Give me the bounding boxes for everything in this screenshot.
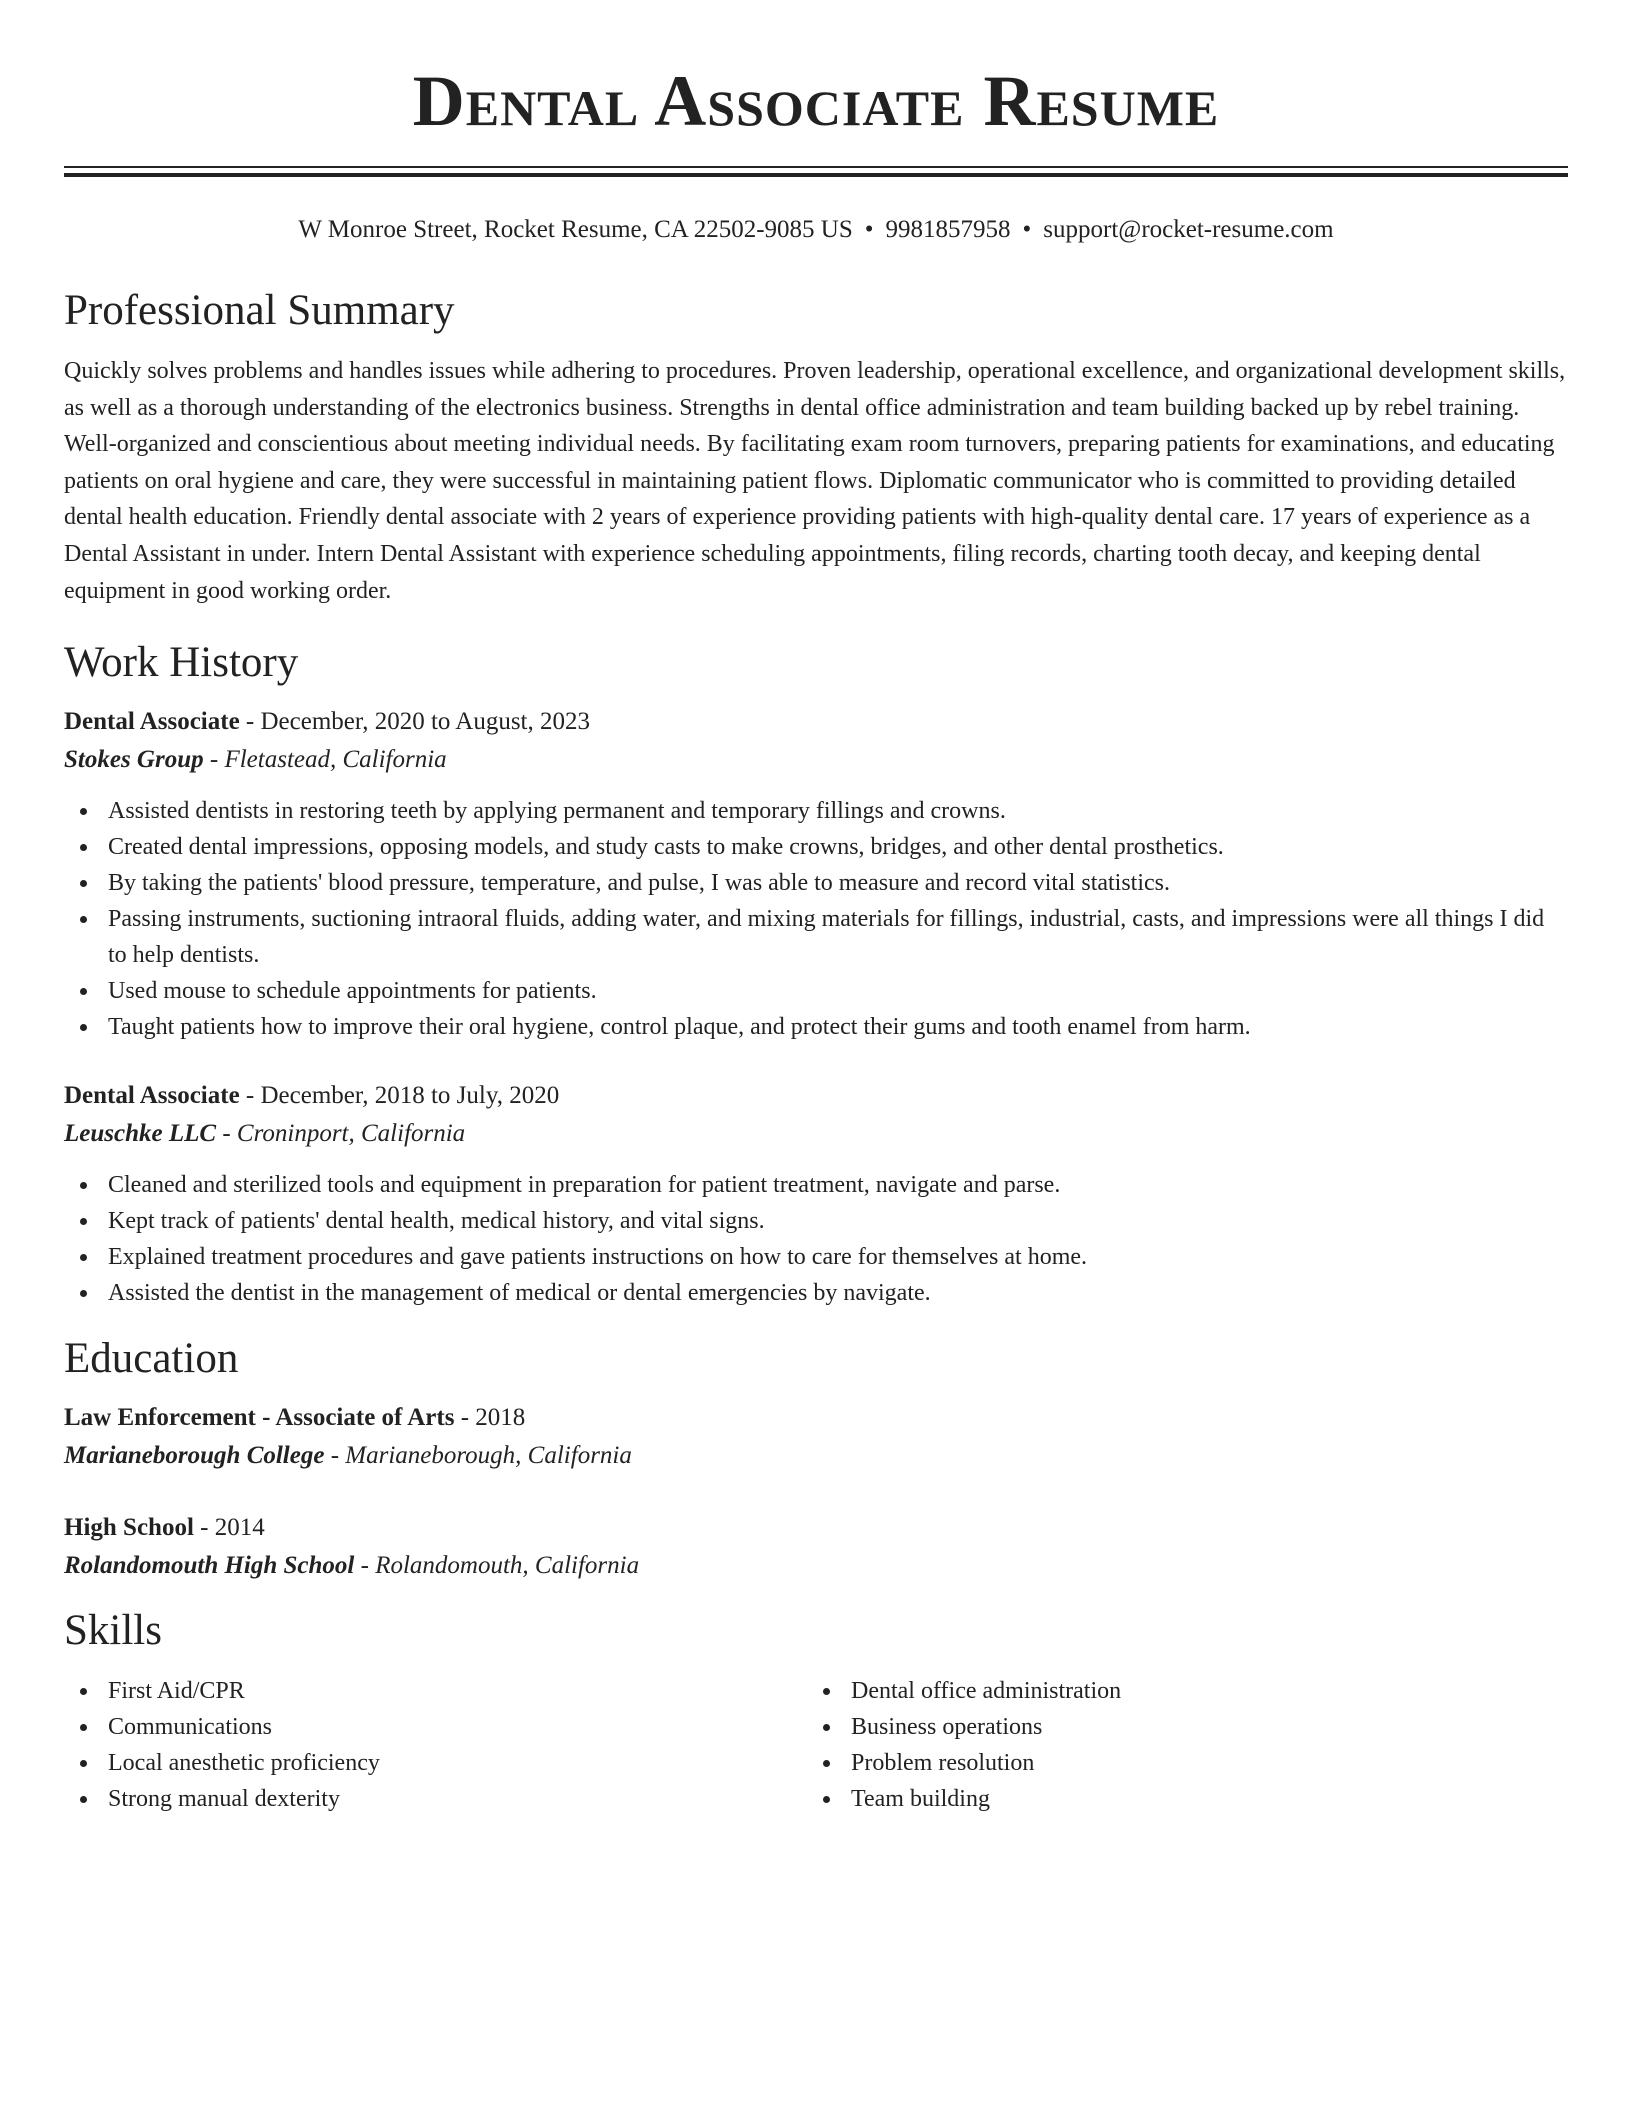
degree-line <box>64 1509 1568 1547</box>
education-heading: Education <box>64 1335 239 1383</box>
skills-list-right <box>807 1673 1550 1817</box>
list-item: Explained treatment procedures and gave patients instructions on how to care for themselves at home. <box>64 1239 1568 1275</box>
school-line <box>64 1437 1568 1475</box>
skill-item: Communications <box>64 1709 807 1745</box>
company-location: - Fletastead, California <box>203 746 447 774</box>
degree-line <box>64 1399 1568 1437</box>
school-name: Marianeborough College <box>64 1442 325 1470</box>
contact-address: W Monroe Street, Rocket Resume, CA 22502-9085 US <box>298 216 853 243</box>
list-item: Assisted the dentist in the management of medical or dental emergencies by navigate. <box>64 1275 1568 1311</box>
school-name: Rolandomouth High School <box>64 1552 355 1580</box>
job-title: Dental Associate <box>64 1082 240 1110</box>
skill-item: First Aid/CPR <box>64 1673 807 1709</box>
company-name: Leuschke LLC <box>64 1120 217 1148</box>
skills-heading: Skills <box>64 1607 162 1655</box>
company-line <box>64 1115 1568 1153</box>
contact-line <box>64 213 1568 247</box>
education-entry <box>64 1509 1568 1585</box>
school-location: - Marianeborough, California <box>324 1442 632 1470</box>
education-entry <box>64 1399 1568 1475</box>
skill-item: Business operations <box>807 1709 1550 1745</box>
job-entry <box>64 703 1568 1045</box>
contact-email: support@rocket-resume.com <box>1043 216 1334 243</box>
job-title-line <box>64 703 1568 741</box>
company-line <box>64 741 1568 779</box>
skill-item: Problem resolution <box>807 1745 1550 1781</box>
skill-item: Team building <box>807 1781 1550 1817</box>
job-title: Dental Associate <box>64 708 240 736</box>
skill-item: Strong manual dexterity <box>64 1781 807 1817</box>
school-line <box>64 1547 1568 1585</box>
summary-text: Quickly solves problems and handles issues while adhering to procedures. Proven leadership, operational excellence, and organizational development skills, as well as a thorough understanding of the electronics business. Strengths in dental office administration and team building backed up by rebel training. Well-organized and conscientious about meeting individual needs. By facilitating exam room turnovers, preparing patients for examinations, and educating patients on oral hygiene and care, they were successful in maintaining patient flows. Diplomatic communicator who is committed to providing detailed dental health education. Friendly dental associate with 2 years of experience providing patients with high-quality dental care. 17 years of experience as a Dental Assistant in under. Intern Dental Assistant with experience scheduling appointments, filing records, charting tooth decay, and keeping dental equipment in good working order. <box>64 358 1566 604</box>
degree-year: - 2014 <box>193 1514 265 1542</box>
list-item: Kept track of patients' dental health, medical history, and vital signs. <box>64 1203 1568 1239</box>
company-location: - Croninport, California <box>216 1120 466 1148</box>
degree-name: Law Enforcement - Associate of Arts <box>64 1404 455 1432</box>
skills-columns <box>64 1673 1568 1817</box>
list-item: Used mouse to schedule appointments for patients. <box>64 973 1568 1009</box>
contact-separator: • <box>1022 216 1032 243</box>
school-location: - Rolandomouth, California <box>354 1552 640 1580</box>
list-item: By taking the patients' blood pressure, temperature, and pulse, I was able to measure and record vital statistics. <box>64 865 1568 901</box>
title-divider-thick <box>64 173 1568 177</box>
list-item: Taught patients how to improve their oral hygiene, control plaque, and protect their gums and tooth enamel from harm. <box>64 1009 1568 1045</box>
job-title-line <box>64 1077 1568 1115</box>
list-item: Cleaned and sterilized tools and equipment in preparation for patient treatment, navigate and parse. <box>64 1167 1568 1203</box>
skills-list-left <box>64 1673 807 1817</box>
degree-year: - 2018 <box>454 1404 526 1432</box>
company-name: Stokes Group <box>64 746 204 774</box>
job-dates: - December, 2018 to July, 2020 <box>239 1082 560 1110</box>
work-history-heading: Work History <box>64 639 299 687</box>
list-item: Created dental impressions, opposing models, and study casts to make crowns, bridges, and other dental prosthetics. <box>64 829 1568 865</box>
job-duties-list <box>64 793 1568 1045</box>
list-item: Passing instruments, suctioning intraoral fluids, adding water, and mixing materials for fillings, industrial, casts, and impressions were all things I did to help dentists. <box>64 901 1568 973</box>
job-dates: - December, 2020 to August, 2023 <box>239 708 591 736</box>
degree-name: High School <box>64 1514 194 1542</box>
title-divider-thin <box>64 166 1568 168</box>
resume-title: Dental Associate Resume <box>412 61 1220 141</box>
contact-phone: 9981857958 <box>885 216 1011 243</box>
job-entry <box>64 1077 1568 1311</box>
job-duties-list <box>64 1167 1568 1311</box>
contact-separator: • <box>864 216 874 243</box>
list-item: Assisted dentists in restoring teeth by applying permanent and temporary fillings and crowns. <box>64 793 1568 829</box>
skill-item: Dental office administration <box>807 1673 1550 1709</box>
skill-item: Local anesthetic proficiency <box>64 1745 807 1781</box>
summary-heading: Professional Summary <box>64 287 455 334</box>
